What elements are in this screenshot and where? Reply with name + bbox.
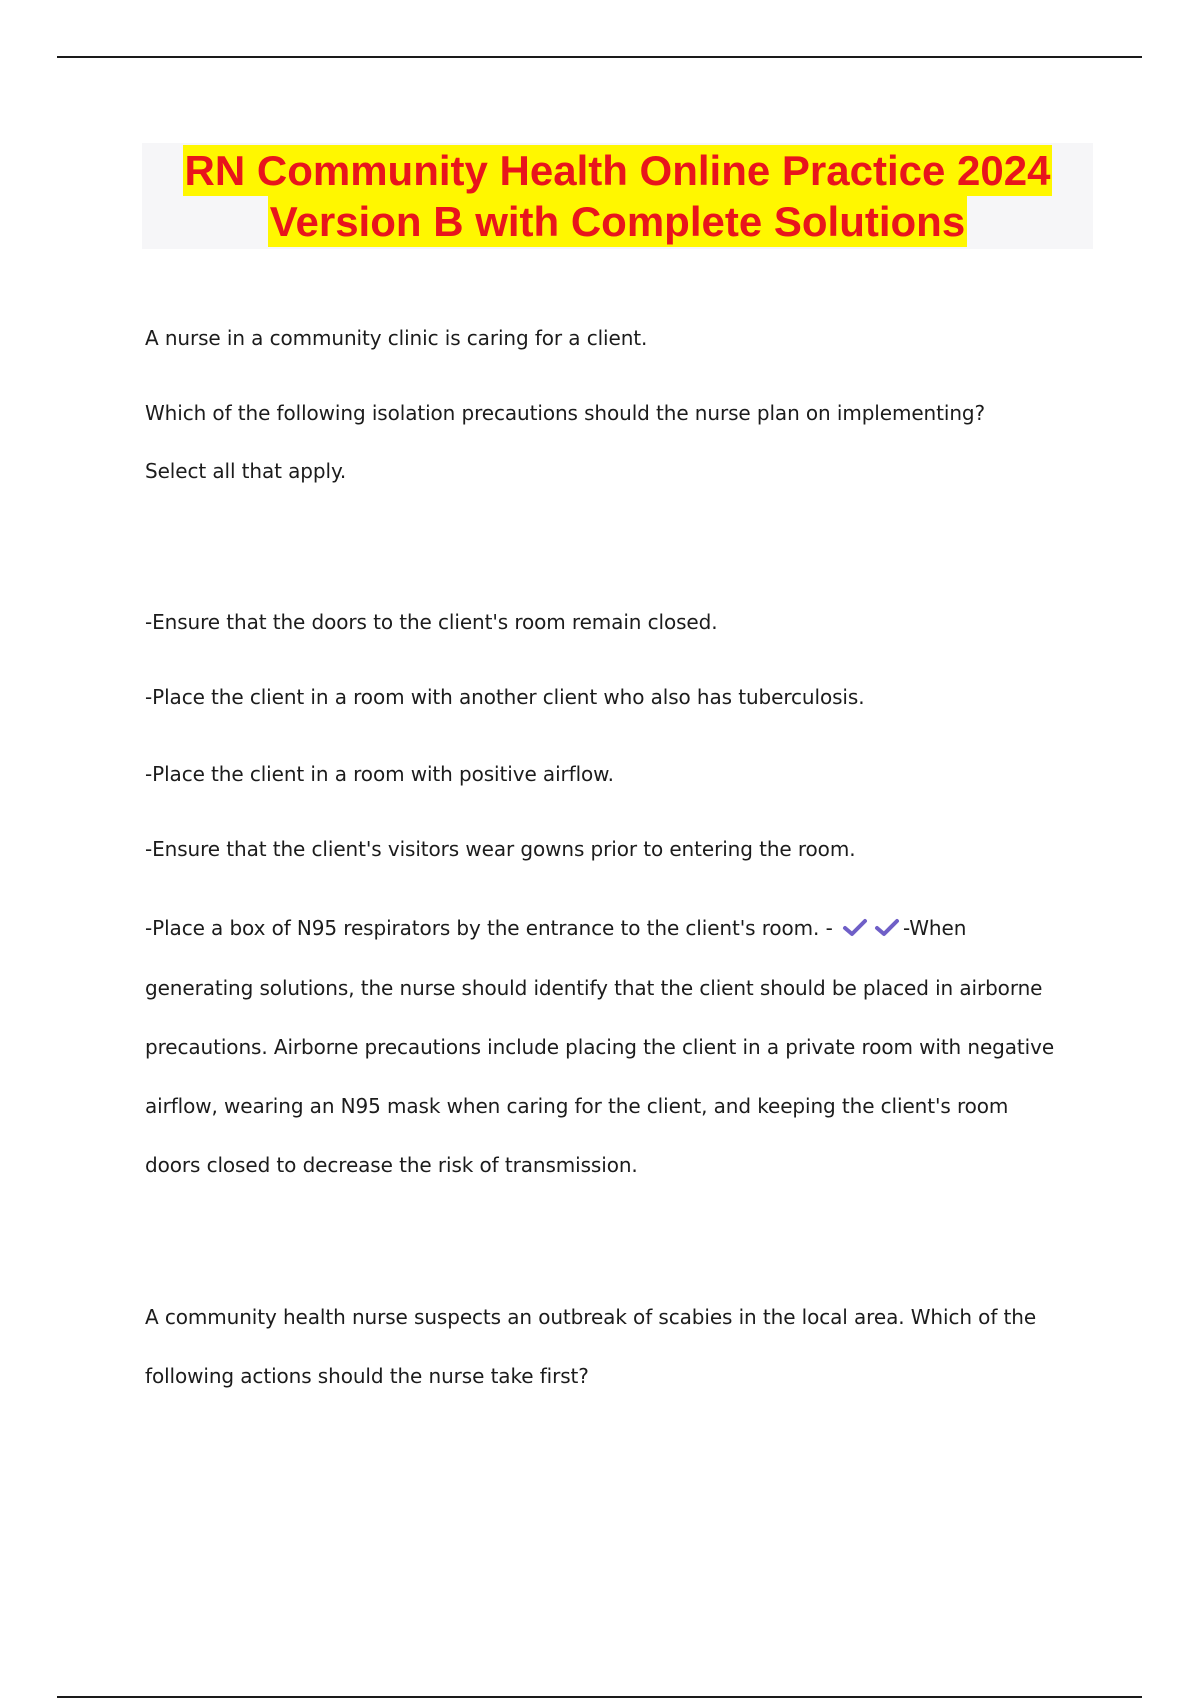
checkmark-icon	[873, 916, 901, 945]
rationale-line-3: airflow, wearing an N95 mask when caring for the client, and keeping the client's room	[145, 1094, 1009, 1118]
option-2: -Place the client in a room with another client who also has tuberculosis.	[145, 685, 865, 709]
question1-prompt: Which of the following isolation precautions should the nurse plan on implementing?	[145, 401, 986, 425]
rationale-line-1: generating solutions, the nurse should identify that the client should be placed in airborne	[145, 976, 1043, 1000]
option-5: -Place a box of N95 respirators by the entrance to the client's room. -	[145, 916, 833, 940]
rationale-line-2: precautions. Airborne precautions include placing the client in a private room with negative	[145, 1035, 1055, 1059]
option-3: -Place the client in a room with positive airflow.	[145, 762, 614, 786]
title-line-1: RN Community Health Online Practice 2024	[184, 147, 1051, 194]
title-block	[142, 143, 1093, 249]
question1-stem: A nurse in a community clinic is caring for a client.	[145, 326, 648, 350]
question2-line-2: following actions should the nurse take first?	[145, 1364, 589, 1388]
checkmark-icon	[841, 916, 869, 945]
rationale-line-4: doors closed to decrease the risk of transmission.	[145, 1153, 638, 1177]
question2-line-1: A community health nurse suspects an outbreak of scabies in the local area. Which of the	[145, 1305, 1037, 1329]
option-4: -Ensure that the client's visitors wear gowns prior to entering the room.	[145, 837, 856, 861]
title-line-2: Version B with Complete Solutions	[269, 198, 966, 245]
rationale-start: -When	[902, 916, 967, 940]
option-1: -Ensure that the doors to the client's room remain closed.	[145, 610, 718, 634]
bottom-rule	[57, 1696, 1142, 1698]
question1-instruction: Select all that apply.	[145, 459, 347, 483]
top-rule	[57, 56, 1142, 58]
option-5-line	[145, 914, 966, 945]
